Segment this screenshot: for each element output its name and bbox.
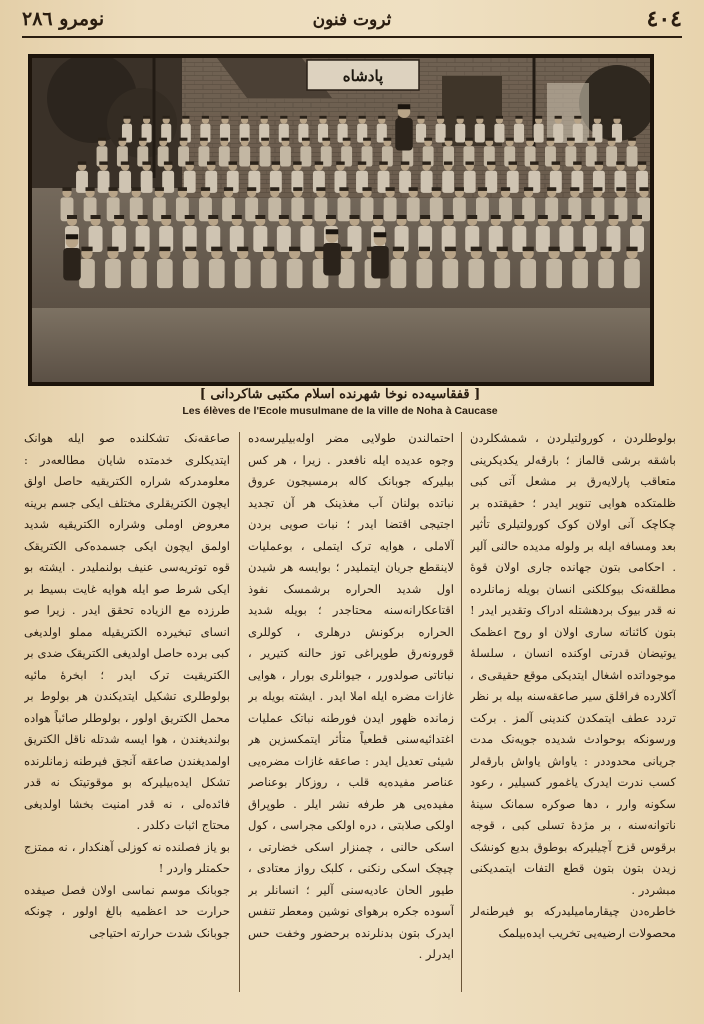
student-figure [219,138,230,167]
issue-number: نومرو ٢٨٦ [22,8,105,30]
student-figure [105,247,121,288]
student-figure [157,247,173,288]
student-figure [468,247,484,288]
student-figure [253,215,267,252]
paragraph: خاطره‌دن چیقارمامیلیدرکه بو فیرطنه‌لر محصولات ارضیه‌یی تخریب ایده‌بیلمک [470,904,676,940]
student-figure [235,247,251,288]
student-figure [339,247,355,288]
student-figure [572,247,588,288]
student-figure [514,116,524,143]
student-figure [464,161,476,192]
student-figure [606,215,620,252]
student-figure [395,215,409,252]
student-figure [520,247,536,288]
student-figure [371,232,389,278]
student-figure [361,187,374,221]
student-figure [183,247,199,288]
student-figure [159,215,173,252]
student-figure [494,116,504,143]
student-figure [627,138,638,167]
text-column-left [24,428,230,998]
student-figure [534,116,544,143]
student-figure [421,161,433,192]
student-figure [136,215,150,252]
student-figure [606,138,617,167]
student-figure [230,215,244,252]
header-rule [22,36,682,38]
text-column-middle [248,428,454,998]
student-figure [79,247,95,288]
student-figure [453,187,466,221]
student-figure [494,247,510,288]
caption-ottoman: [ قفقاسیه‌ده نوخا شهرنده اسلام مکتبی شاکردانی ] [199,387,481,402]
student-figure [239,138,250,167]
student-figure [430,187,443,221]
caption-french: Les élèves de l'Ecole musulmane de la ville de Noha à Caucase [182,405,498,417]
column-divider [461,432,462,992]
student-figure [485,161,497,192]
student-figure [209,247,225,288]
paragraph: صاعقه‌نک تشکلنده صو ایله هوانک ایتدیکلری خدمتده شایان مطالعه‌در : معلومدرکه شراره الکتریقیه حاصل اولق ایچون الکتریقلری مختلف ایکی جسم برینه معروض اوملی وشراره الکتریقیه شدید اولمق ایچون ایکی جسمده‌کی الکتریقک قوه توتریه‌سی عنیف بولنملیدر . ایشته بو ایکی شرط صو ایله هوایه غایت بسیط بر طرزده مع الزیاده تحقق ایدر . زیرا صو انسای تبخیرده الکتریقیله مملو اولدیغی کبی برده حاصل اولدیغی الکتریقک ضدی بر الکتریقیت ترک ایدر ؛ ابخرهٔ مائیه بولوطلری تشکیل ایتدیکندن هر بولوط بر محمل الکتریق اولور ، بولوطلر صائباً هواده بولندیغندن ، هوا ایسه شدتله ناقل الکتریق اولمدیغندن صاعقه آنجق فیرطنه زمانلرنده تشکل ایده‌بیلیرکه بو موقوتیتک نه قدر فائده‌لی ، نه قدر امنیت بخشا اولدیغی محتاج اثبات دکلدر . [24,431,230,832]
sign-text: پادشاه [342,67,384,85]
student-figure [119,161,131,192]
text-column-right [470,428,676,998]
student-figure [436,116,446,143]
student-figure [598,247,614,288]
student-figure [475,116,485,143]
page-number: ٤٠٤ [646,6,682,32]
student-figure [280,138,291,167]
student-figure [442,215,456,252]
student-figure [260,138,271,167]
paragraph: بو یاز فصلنده نه کوزلی آهنکدار ، نه ممتزج حکمتلر واردر ! [24,839,230,875]
student-figure [630,215,644,252]
student-figure [536,215,550,252]
student-figure [291,187,304,221]
student-figure [89,215,103,252]
student-figure [162,161,174,192]
student-figure [455,116,465,143]
paragraph: احتمالندن طولایی مضر اوله‌بیلیرسه‌ده وجوه عدیده ایله نافعدر . زیرا ، هر کس بیلیرکه جوبانک کاله برمسیجون عروق نباتده بولنان آب مغذینک هر آن تجدید اجتیجی اقتضا ایدر ؛ نبات صویی بردن آلاملی ، هوایه ترک ایتملی ، بوعملیات لاینقطع جریان ایتملیدر ؛ بوایسه هر شیدن اول شدید الحراره برشمسک نفوذ اقتاعکارانه‌سنه محتاجدر ؛ بویله شدید الحراره برکونش درهلری ، کوللری قورونه‌رق طوپراغی توز حالنه کتیریر ، نباتاتی صولدورر ، جیوانلری بورار ، هوایی غازات مضره ایله املا ایدر . ایشته بویله بر زمانده ظهور ایدن فورطنه نباتک عملیات اغتدائیه‌سنی قطعیاً متأثر ایتمکسزین هر شیئی تعدیل ایدر : صاعقه غازات مضره‌یی عناصر مفیده‌یه قلب ، روزکار بوعناصر مفیده‌یی هر طرفه نشر ایلر . طوپراق اولکی صلابتی ، دره اولکی مجراسی ، کول اسکی حالنی ، چمنزار اسکی خضارتی ، چیچک اسکی رنکنی ، کلبک رواز معتادی ، طیور الحان عادیه‌سنی آلیر ؛ انسانلر بر آسوده جکره برهوای نوشین ومعطر تنفس ایدرک بتون بدنلرنده برحضور وخفت حس ایدرلر . [248,431,454,961]
column-divider [239,432,240,992]
journal-title: ثروت فنون [312,10,392,30]
student-figure [512,215,526,252]
student-figure [141,161,153,192]
school-photograph [28,54,654,386]
student-figure [183,215,197,252]
student-figure [112,215,126,252]
student-figure [476,187,489,221]
student-figure [583,215,597,252]
student-figure [407,187,420,221]
student-figure [98,161,110,192]
student-figure [417,247,433,288]
paragraph: بولوطلردن ، کورولتیلردن ، شمشکلردن باشقه برشی قالماز ؛ بارقه‌لر یکدیکرینی متعاقب پارلایه‌رق بر مشعل آتی کبی ظلمتکده هوایی تنویر ایدر ؛ حقیقتده بر چکاچک آنی اولان کوک کورولتیلری تأثیر بعد ومسافه ایله بر ولوله مدیده حالنی آلیر . احکامی بتون جهانده جاری اولان قوهٔ مطلقه‌نک بیوکلکنی انسان بویله زمانلرده نه قدر بیوک بردهشتله ادراک وتقدیر ایدر ! بتون کائناته ساری اولان او روح اعظمک یوتیضان قدرتی اوکنده انسان ، سلسلهٔ موجوداتده اشغال ایتدیکی موقع حقیقی‌ی ، آکلارده فراقلق سیر صاعقه‌سنه بیله بر نظر تردد عطف ایتمکدن کندینی آلمز . برکت ورسونکه بوحوادث شدیده‌ جویه‌نک مدت جریانی محدوددر : یاواش یاواش بارقه‌لر کسب ندرت ایدرک یاغمور کسیلیر ، رعود سکونه وارر ، دها صوکره سمانک سینهٔ ناتوانه‌سنه ، بر مژدهٔ تسلی کبی ، قوجه برقوس قزح آچیلیرکه بوطوق بدیع کونشک زیدن بتون بتون قطع التفات ایتمدیکنی مبشردر . [470,431,676,897]
student-figure [546,247,562,288]
student-figure [465,215,479,252]
student-figure [553,116,563,143]
student-figure [489,215,503,252]
student-figure [314,187,327,221]
student-figure [261,247,277,288]
student-figure [624,247,640,288]
student-figure [338,187,351,221]
paragraph: جوبانک موسم نماسی اولان فصل صیفده حرارت حد اعظمیه بالغ اولور ، چونکه جوبانک شدت حرارته احتیاجی [24,882,230,940]
student-figure [442,247,458,288]
student-figure [300,215,314,252]
student-figure [300,138,311,167]
student-figure [442,161,454,192]
student-figure [63,234,81,280]
page-header [22,6,682,34]
student-figure [287,247,303,288]
student-figure [418,215,432,252]
student-figure [277,215,291,252]
student-figure [384,187,397,221]
student-figure [348,215,362,252]
photo-image [32,58,650,382]
student-figure [499,187,512,221]
student-figure [131,247,147,288]
student-figure [559,215,573,252]
student-figure [395,104,413,150]
student-figure [323,229,341,275]
student-figure [206,215,220,252]
student-figure [391,247,407,288]
